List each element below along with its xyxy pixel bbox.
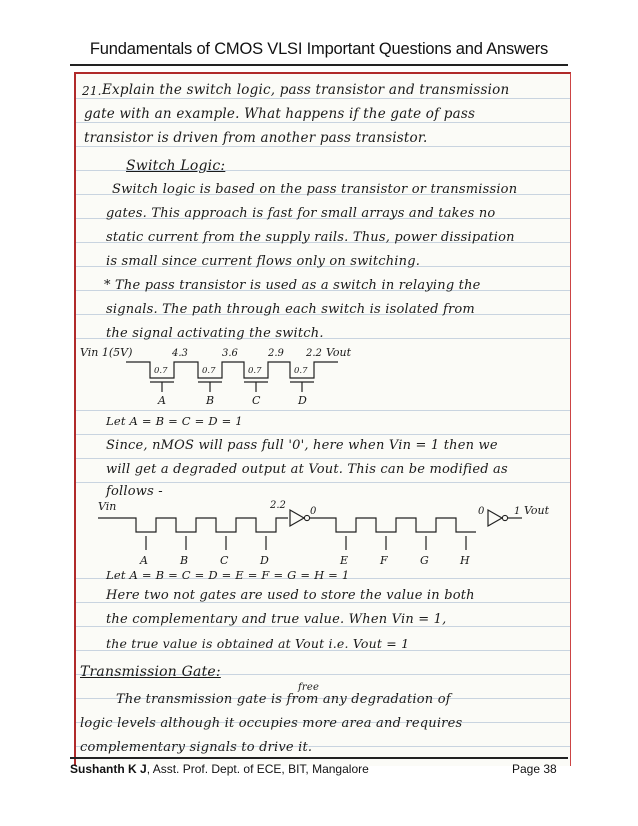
diagram1-gate-label: D [298,394,307,407]
handwritten-page-scan [74,72,571,766]
footer-author-line [70,762,369,776]
diagram1-gate-label: A [158,394,166,407]
diagram1-node-voltage: 4.3 [172,348,188,359]
diagram1-threshold: 0.7 [248,366,262,376]
diagram1-vin-label: Vin 1(5V) [80,346,133,359]
diagram2-mid-voltage: 2.2 [270,500,286,511]
switch-logic-line-2: gates. This approach is fast for small arrays and takes no [106,206,496,221]
switch-logic-line-3: static current from the supply rails. Thus, power dissipation [106,230,515,245]
page-header-title: Fundamentals of CMOS VLSI Important Questions and Answers [89,40,549,58]
question-line-3: transistor is driven from another pass transistor. [84,130,428,146]
diagram1-node-voltage: 3.6 [222,348,238,359]
footer-affiliation: , Asst. Prof. Dept. of ECE, BIT, Mangalore [146,762,369,776]
diagram2-vout-label: Vout [524,504,550,517]
transmission-gate-heading: Transmission Gate: [80,664,221,680]
diagram2-gate-label: F [380,554,388,567]
footer-page-number: Page 38 [512,762,557,776]
explanation1-line-2: Since, nMOS will pass full '0', here when Vin = 1 then we [106,438,498,453]
diagram1-node-voltage: 2.9 [268,348,284,359]
inverter-1-symbol [290,510,304,526]
explanation1-line-3: will get a degraded output at Vout. This can be modified as [106,462,508,477]
diagram2-channel-right [310,518,476,532]
explanation2-line-3: the complementary and true value. When Vin = 1, [106,612,447,627]
pass-transistor-chain-diagram [76,342,570,408]
explanation1-line-1: Let A = B = C = D = 1 [106,414,243,428]
diagram2-inverter1-out: 0 [310,506,317,517]
explanation1-line-4: follows - [106,484,163,499]
diagram2-gate-label: A [140,554,148,567]
question-line-1: Explain the switch logic, pass transistor and transmission [102,82,510,98]
footer-author: Sushanth K J [70,762,147,776]
diagram2-gate-label: D [260,554,269,567]
diagram1-threshold: 0.7 [154,366,168,376]
header-rule [70,64,568,66]
switch-logic-line-5: * The pass transistor is used as a switch in relaying the [104,278,481,293]
diagram1-gate-label: C [252,394,261,407]
pass-transistor-inverter-diagram [76,494,570,572]
question-line-2: gate with an example. What happens if the gate of pass [84,106,476,122]
diagram2-vin-label: Vin [98,500,117,513]
question-number: 21. [82,84,102,98]
explanation2-line-4: the true value is obtained at Vout i.e. Vout = 1 [106,636,410,651]
diagram1-vout-label: Vout [326,346,352,359]
diagram1-threshold: 0.7 [294,366,308,376]
diagram2-gate-label: C [220,554,229,567]
diagram2-gate-label: H [460,554,470,567]
transmission-gate-line-2: logic levels although it occupies more area and requires [80,716,463,731]
transmission-gate-line-3: complementary signals to drive it. [80,740,313,755]
diagram2-gate-label: G [420,554,429,567]
switch-logic-heading: Switch Logic: [126,158,226,174]
switch-logic-line-4: is small since current flows only on switching. [106,254,421,269]
switch-logic-line-7: the signal activating the switch. [106,326,324,341]
inverter-2-symbol [488,510,502,526]
footer-rule [70,757,568,759]
transmission-gate-insert-word: free [298,682,320,693]
diagram2-gate-label: B [180,554,189,567]
diagram2-inverter2-out: 1 [514,506,521,517]
diagram2-inverter2-in: 0 [478,506,485,517]
diagram1-node-voltage: 2.2 [306,348,322,359]
diagram1-gate-label: B [206,394,215,407]
explanation2-line-1: Let A = B = C = D = E = F = G = H = 1 [106,568,350,582]
transmission-gate-line-1: The transmission gate is from any degradation of [116,692,451,707]
diagram2-gate-label: E [340,554,349,567]
switch-logic-line-6: signals. The path through each switch is isolated from [106,302,475,317]
diagram2-channel-left [98,518,288,532]
explanation2-line-2: Here two not gates are used to store the value in both [106,588,475,603]
switch-logic-line-1: Switch logic is based on the pass transistor or transmission [112,182,518,197]
diagram1-threshold: 0.7 [202,366,216,376]
